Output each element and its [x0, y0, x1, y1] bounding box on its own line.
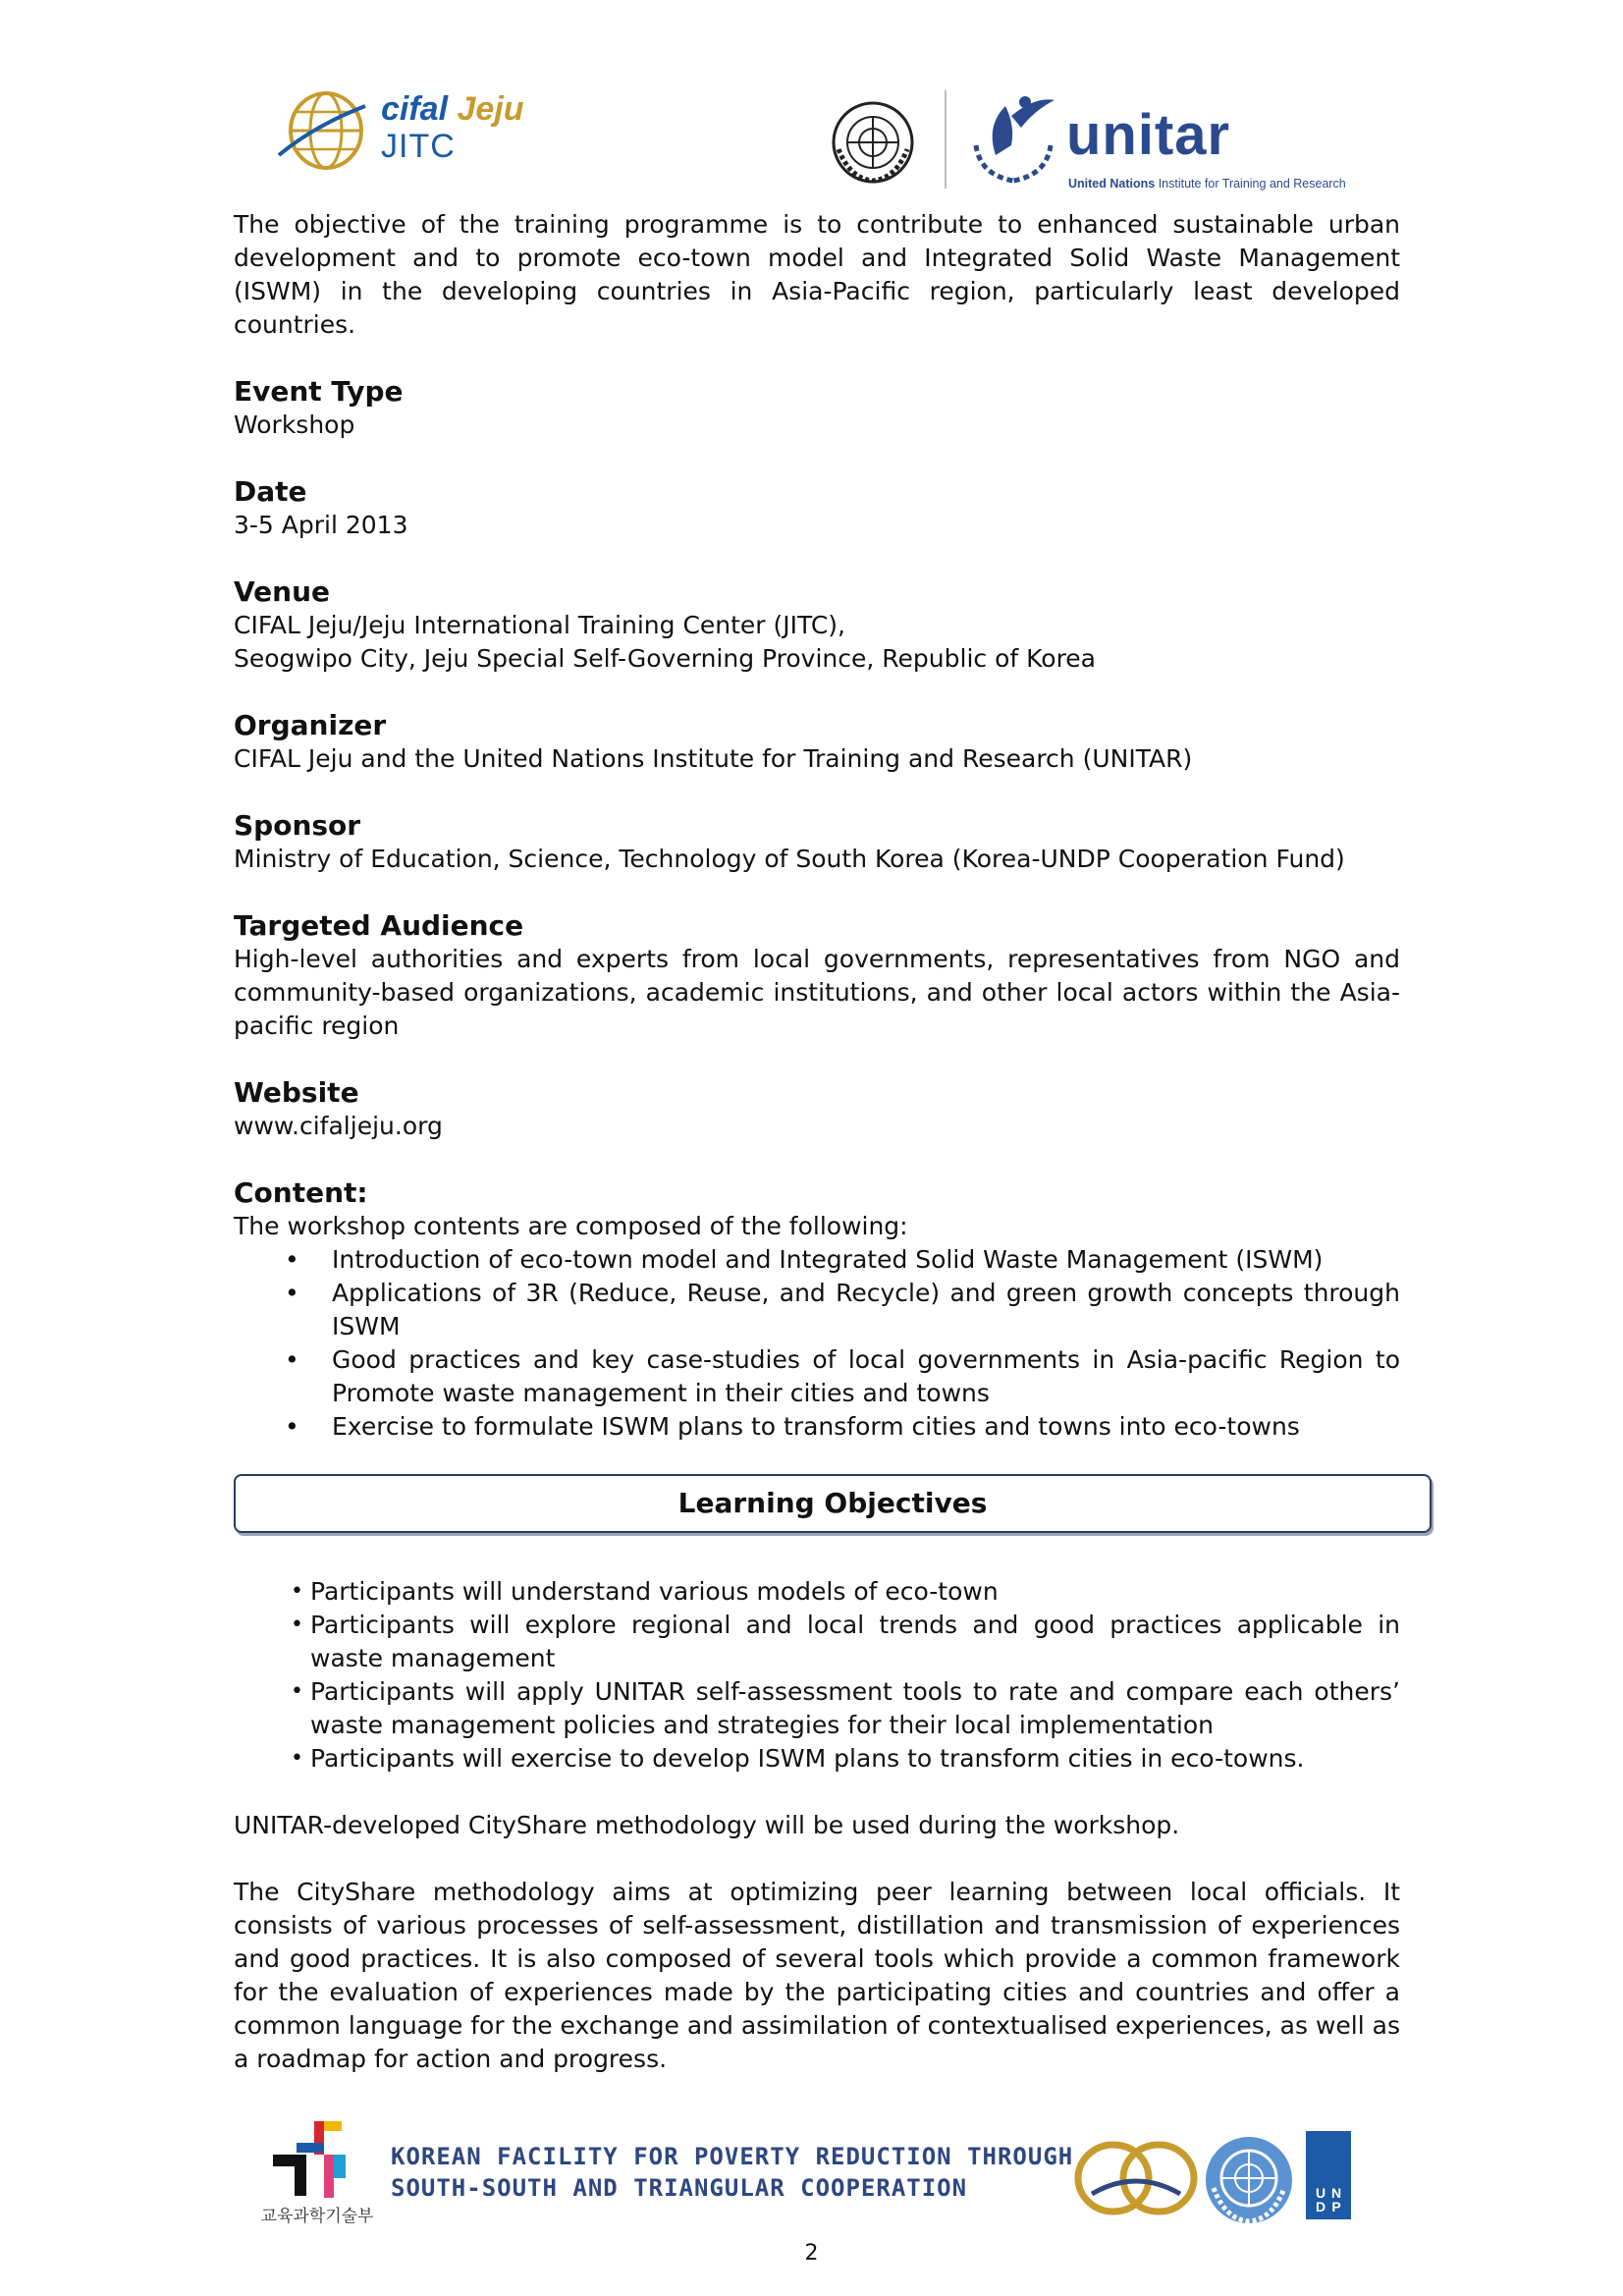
page-number: 2	[804, 2241, 819, 2266]
learning-objectives-box	[234, 1474, 1432, 1533]
cooperation-rings-icon	[1072, 2139, 1200, 2217]
list-item: • Participants will apply UNITAR self-assessment tools to rate and compare each others’ waste management policies and strategies for their local implementation	[291, 1677, 1400, 1739]
bullet-icon: •	[285, 1412, 299, 1441]
section-website	[234, 1076, 1400, 1143]
globe-icon	[275, 86, 369, 175]
page-header	[0, 0, 1623, 196]
ministry-label: 교육과학기술부	[260, 2207, 374, 2226]
cityshare-intro-paragraph: UNITAR-developed CityShare methodology will be used during the workshop.	[234, 1811, 1180, 1839]
section-heading: Targeted Audience	[234, 909, 524, 942]
bullet-icon: •	[285, 1245, 299, 1274]
unitar-wordmark: unitar	[1066, 103, 1231, 167]
bullet-icon: •	[285, 1279, 299, 1307]
un-emblem-icon	[831, 100, 915, 185]
cifal-wordmark: cifal Jeju	[381, 90, 524, 128]
undp-logo	[1306, 2131, 1351, 2219]
section-venue	[234, 575, 1400, 676]
cifal-jeju-logo	[275, 86, 569, 175]
bullet-icon: •	[291, 1613, 303, 1637]
section-heading: Organizer	[234, 709, 387, 741]
website-link[interactable]: www.cifaljeju.org	[234, 1112, 443, 1140]
page-footer	[0, 2102, 1623, 2296]
list-item: • Participants will explore regional and local trends and good practices applicable in waste management	[291, 1611, 1400, 1672]
content-list	[234, 1243, 1400, 1444]
undp-letters: U N D P	[1315, 2185, 1342, 2214]
bullet-icon: •	[291, 1579, 303, 1604]
bullet-icon: •	[291, 1679, 303, 1704]
section-value: Workshop	[234, 410, 355, 439]
list-item: • Exercise to formulate ISWM plans to transform cities and towns into eco-towns	[234, 1410, 1400, 1444]
list-item: • Introduction of eco-town model and Integrated Solid Waste Management (ISWM)	[234, 1243, 1400, 1277]
section-content	[234, 1176, 1400, 1444]
section-value: Ministry of Education, Science, Technology of South Korea (Korea-UNDP Cooperation Fund)	[234, 845, 1345, 873]
section-organizer	[234, 709, 1400, 776]
section-date	[234, 475, 1400, 542]
section-value: 3-5 April 2013	[234, 511, 408, 539]
section-heading: Website	[234, 1076, 359, 1109]
section-heading: Date	[234, 475, 307, 508]
jitc-wordmark: JITC	[381, 128, 456, 165]
unitar-figure-icon	[966, 86, 1060, 185]
learning-objectives-title: Learning Objectives	[677, 1487, 988, 1519]
un-emblem-icon	[1200, 2131, 1298, 2229]
section-value: CIFAL Jeju/Jeju International Training Center (JITC),	[234, 611, 845, 639]
list-item: • Applications of 3R (Reduce, Reuse, and Recycle) and green growth concepts through ISWM	[285, 1279, 1400, 1340]
objective-paragraph: The objective of the training programme is to contribute to enhanced sustainable urban development and to promote eco-town model and Integrated Solid Waste Management (ISWM) in the developing countries in Asia-Pacific region, particularly least developed countries.	[234, 210, 1400, 339]
list-item: • Participants will understand various models of eco-town	[234, 1575, 1400, 1609]
bullet-icon: •	[285, 1345, 299, 1374]
page-content	[234, 208, 1400, 2076]
section-heading: Event Type	[234, 375, 404, 408]
section-heading: Sponsor	[234, 809, 361, 842]
section-targeted-audience	[234, 909, 1400, 1043]
section-heading: Content:	[234, 1176, 368, 1209]
footer-title: KOREAN FACILITY FOR POVERTY REDUCTION THROUGH SOUTH-SOUTH AND TRIANGULAR COOPERATION	[391, 2143, 1074, 2202]
section-value: High-level authorities and experts from local governments, representatives from NGO and community-based organizations, academic institutions, and other local actors within the Asia-pacific region	[234, 945, 1400, 1040]
unitar-logo	[966, 86, 1398, 194]
cityshare-description-paragraph: The CityShare methodology aims at optimizing peer learning between local officials. It consists of various processes of self-assessment, distillation and transmission of experiences and good practices. It is also composed of several tools which provide a common framework for the evaluation of experiences made by the participating cities and countries and offer a common language for the exchange and assimilation of contextualised experiences, as well as a roadmap for action and progress.	[234, 1878, 1400, 2073]
section-heading: Venue	[234, 575, 330, 608]
learning-objectives-list	[234, 1575, 1400, 1776]
list-item: • Good practices and key case-studies of local governments in Asia-pacific Region to Promote waste management in their cities and towns	[285, 1345, 1400, 1407]
section-value: Seogwipo City, Jeju Special Self-Governing Province, Republic of Korea	[234, 644, 1097, 673]
content-intro: The workshop contents are composed of the following:	[234, 1212, 908, 1240]
bullet-icon: •	[291, 1746, 303, 1771]
section-event-type	[234, 375, 1400, 442]
list-item: • Participants will exercise to develop ISWM plans to transform cities in eco-towns.	[234, 1742, 1400, 1776]
unitar-tagline: United Nations Institute for Training and Research	[1068, 177, 1346, 191]
section-value: CIFAL Jeju and the United Nations Institute for Training and Research (UNITAR)	[234, 744, 1193, 773]
header-divider	[945, 90, 947, 189]
section-sponsor	[234, 809, 1400, 876]
